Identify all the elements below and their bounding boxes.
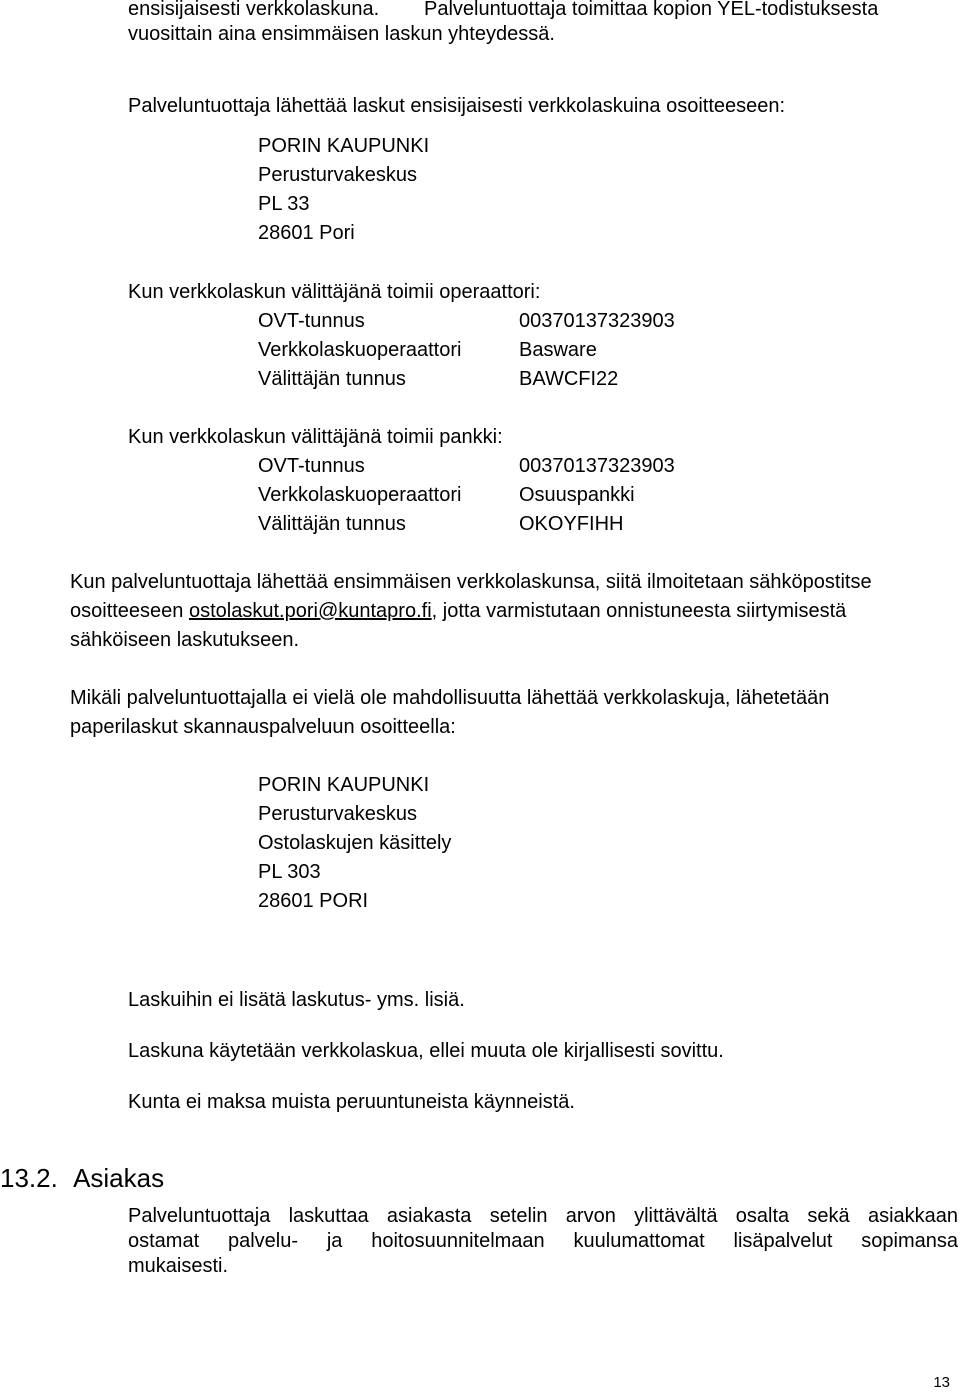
paper-line-2: paperilaskut skannauspalveluun osoitteella: — [70, 716, 456, 738]
top-line-2: vuosittain aina ensimmäisen laskun yhteydessä. — [128, 23, 555, 45]
bank-row-label: Välittäjän tunnus — [258, 513, 406, 535]
bank-intro: Kun verkkolaskun välittäjänä toimii pankki: — [128, 426, 503, 448]
paper-address-line: 28601 PORI — [258, 890, 369, 912]
section-body — [128, 1204, 958, 1279]
top-paragraph — [128, 0, 958, 47]
paper-line-1: Mikäli palveluntuottajalla ei vielä ole mahdollisuutta lähettää verkkolaskuja, lähetetään — [70, 687, 830, 709]
einvoice-address-line: PL 33 — [258, 193, 310, 215]
operator-intro: Kun verkkolaskun välittäjänä toimii operaattori: — [128, 281, 541, 303]
section-title: Asiakas — [73, 1163, 165, 1193]
paper-address-line: PL 303 — [258, 861, 321, 883]
section-heading — [0, 1162, 164, 1194]
top-line-1-part-a: ensisijaisesti verkkolaskuna. — [128, 0, 380, 20]
page-number: 13 — [933, 1374, 950, 1391]
notice-line-2-pre: osoitteeseen — [70, 600, 189, 622]
operator-row-value: BAWCFI22 — [519, 368, 619, 390]
paper-address — [258, 771, 451, 916]
einvoice-address-line: PORIN KAUPUNKI — [258, 135, 430, 157]
rule-line: Laskuihin ei lisätä laskutus- yms. lisiä. — [128, 989, 465, 1011]
bank-row-label: Verkkolaskuoperaattori — [258, 484, 462, 506]
einvoice-address-line: 28601 Pori — [258, 222, 355, 244]
notice-paragraph — [70, 568, 872, 655]
section-body-line: ostamat palvelu- ja hoitosuunnitelmaan kuulumattomat lisäpalvelut sopimansa — [128, 1230, 958, 1252]
rule-line: Laskuna käytetään verkkolaskua, ellei muuta ole kirjallisesti sovittu. — [128, 1040, 724, 1062]
bank-row-label: OVT-tunnus — [258, 455, 365, 477]
bank-row-value: Osuuspankki — [519, 484, 635, 506]
section-body-last: mukaisesti. — [128, 1255, 229, 1277]
section-number: 13.2. — [0, 1163, 58, 1193]
notice-line-3: sähköiseen laskutukseen. — [70, 629, 300, 651]
email-link[interactable]: ostolaskut.pori@kuntapro.fi — [188, 600, 432, 622]
notice-line-1: Kun palveluntuottaja lähettää ensimmäisen verkkolaskunsa, siitä ilmoitetaan sähköpostitse — [70, 571, 872, 593]
operator-row-value: Basware — [519, 339, 597, 361]
operator-row-label: Verkkolaskuoperaattori — [258, 339, 462, 361]
top-line-1 — [128, 0, 958, 22]
bank-row — [258, 481, 958, 510]
einvoice-address — [258, 132, 429, 248]
bank-row-value: 00370137323903 — [519, 455, 675, 477]
paper-paragraph — [70, 684, 829, 742]
rule-line: Kunta ei maksa muista peruuntuneista käynneistä. — [128, 1091, 575, 1113]
operator-row — [258, 307, 958, 336]
bank-row-value: OKOYFIHH — [519, 513, 624, 535]
operator-row-value: 00370137323903 — [519, 310, 675, 332]
operator-row — [258, 365, 958, 394]
einvoice-intro: Palveluntuottaja lähettää laskut ensisijaisesti verkkolaskuina osoitteeseen: — [128, 95, 786, 117]
operator-row-label: OVT-tunnus — [258, 310, 365, 332]
section-body-line: Palveluntuottaja laskuttaa asiakasta setelin arvon ylittävältä osalta sekä asiakkaan — [128, 1205, 958, 1227]
paper-address-line: Ostolaskujen käsittely — [258, 832, 452, 854]
bank-row — [258, 452, 958, 481]
notice-line-2-post: , jotta varmistutaan onnistuneesta siirtymisestä — [431, 600, 847, 622]
notice-line-2 — [70, 597, 872, 626]
top-line-1-part-b: Palveluntuottaja toimittaa kopion YEL-todistuksesta — [424, 0, 879, 20]
einvoice-address-line: Perusturvakeskus — [258, 164, 417, 186]
bank-row — [258, 510, 958, 539]
operator-row-label: Välittäjän tunnus — [258, 368, 406, 390]
operator-row — [258, 336, 958, 365]
paper-address-line: PORIN KAUPUNKI — [258, 774, 430, 796]
paper-address-line: Perusturvakeskus — [258, 803, 417, 825]
